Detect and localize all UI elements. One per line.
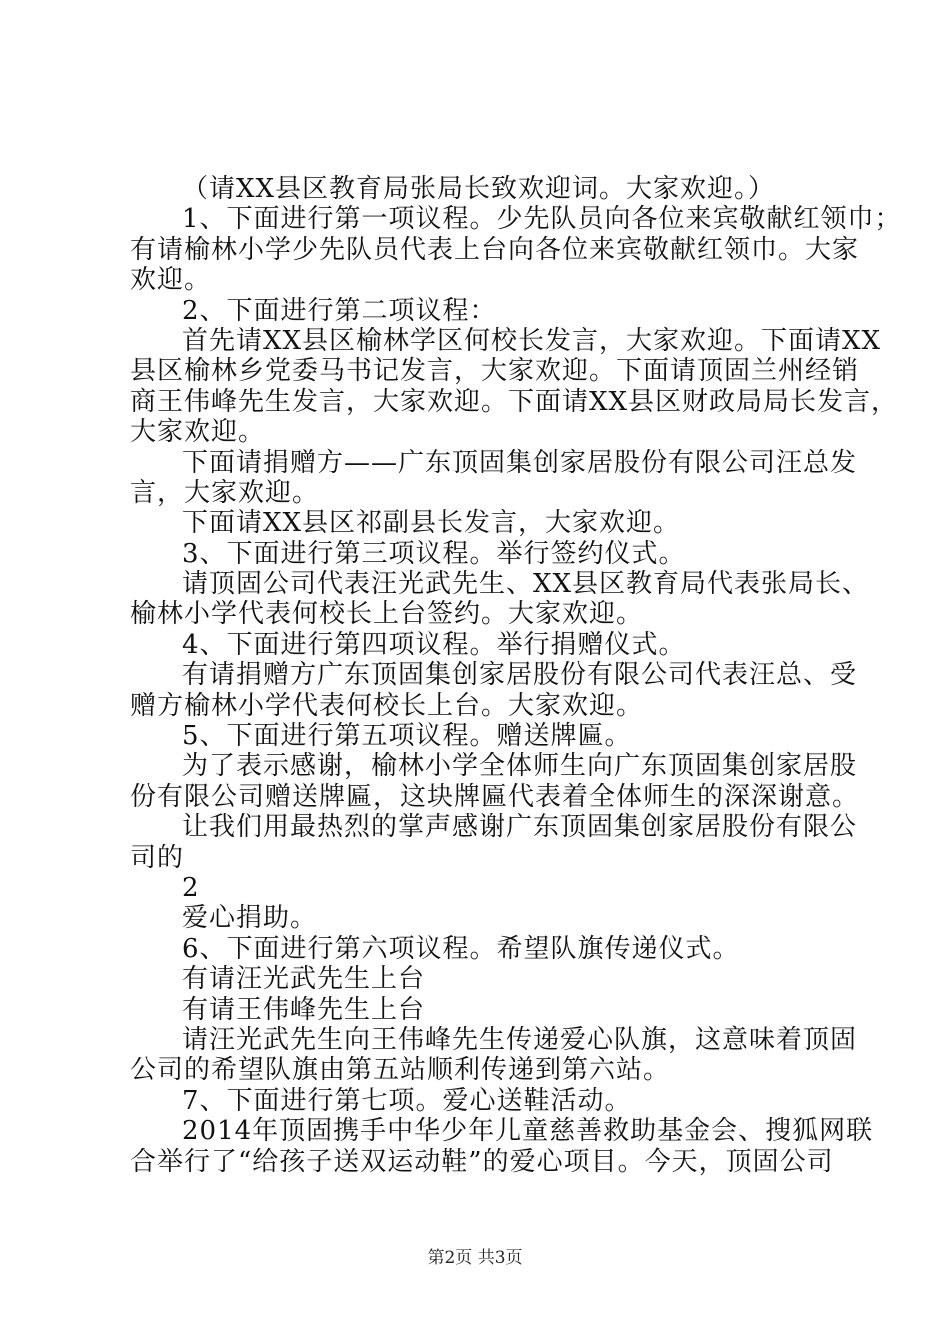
document-line: 2、下面进行第二项议程：: [182, 295, 497, 326]
document-line: 欢迎。: [130, 265, 212, 296]
document-line: 爱心捐助。: [182, 903, 318, 934]
document-line: 2: [182, 872, 200, 903]
document-line: 7、下面进行第七项。爱心送鞋活动。: [182, 1085, 632, 1116]
document-line: 县区榆林乡党委马书记发言，大家欢迎。下面请顶固兰州经销: [130, 356, 860, 387]
document-line: 下面请XX县区祁副县长发言，大家欢迎。: [182, 508, 681, 539]
document-line: 有请王伟峰先生上台: [182, 994, 426, 1025]
document-line: 榆林小学代表何校长上台签约。大家欢迎。: [130, 599, 644, 630]
document-line: 大家欢迎。: [130, 417, 266, 448]
document-body: [130, 174, 902, 1177]
document-line: 4、下面进行第四项议程。举行捐赠仪式。: [182, 629, 686, 660]
document-line: 下面请捐赠方——广东顶固集创家居股份有限公司汪总发: [182, 447, 858, 478]
document-line: 首先请XX县区榆林学区何校长发言，大家欢迎。下面请XX: [182, 325, 882, 356]
document-line: 6、下面进行第六项议程。希望队旗传递仪式。: [182, 933, 740, 964]
document-line: 司的: [130, 842, 185, 873]
page-footer: [0, 1248, 950, 1268]
document-line: 有请捐赠方广东顶固集创家居股份有限公司代表汪总、受: [182, 660, 858, 691]
document-line: 为了表示感谢，榆林小学全体师生向广东顶固集创家居股: [182, 751, 858, 782]
document-line: 3、下面进行第三项议程。举行签约仪式。: [182, 538, 686, 569]
document-line: 言，大家欢迎。: [130, 477, 320, 508]
document-line: 份有限公司赠送牌匾，这块牌匾代表着全体师生的深深谢意。: [130, 781, 860, 812]
document-line: （请XX县区教育局张局长致欢迎词。大家欢迎。）: [182, 174, 776, 204]
document-line: 1、下面进行第一项议程。少先队员向各位来宾敬献红领巾；: [182, 204, 902, 235]
document-line: 请汪光武先生向王伟峰先生传递爱心队旗，这意味着顶固: [182, 1024, 858, 1055]
document-line: 合举行了“给孩子送双运动鞋”的爱心项目。今天，顶固公司: [130, 1146, 834, 1177]
document-line: 赠方榆林小学代表何校长上台。大家欢迎。: [130, 690, 644, 721]
document-line: 有请榆林小学少先队员代表上台向各位来宾敬献红领巾。大家: [130, 234, 860, 265]
page-number-label: 第2页 共3页: [427, 1248, 523, 1268]
document-line: 让我们用最热烈的掌声感谢广东顶固集创家居股份有限公: [182, 812, 858, 843]
document-line: 公司的希望队旗由第五站顺利传递到第六站。: [130, 1055, 671, 1086]
document-line: 商王伟峰先生发言，大家欢迎。下面请XX县区财政局局长发言，: [130, 386, 899, 417]
document-line: 请顶固公司代表汪光武先生、XX县区教育局代表张局长、: [182, 569, 870, 600]
document-line: 5、下面进行第五项议程。赠送牌匾。: [182, 721, 632, 752]
document-line: 有请汪光武先生上台: [182, 964, 426, 995]
document-line: 2014年顶固携手中华少年儿童慈善救助基金会、搜狐网联: [182, 1116, 874, 1147]
